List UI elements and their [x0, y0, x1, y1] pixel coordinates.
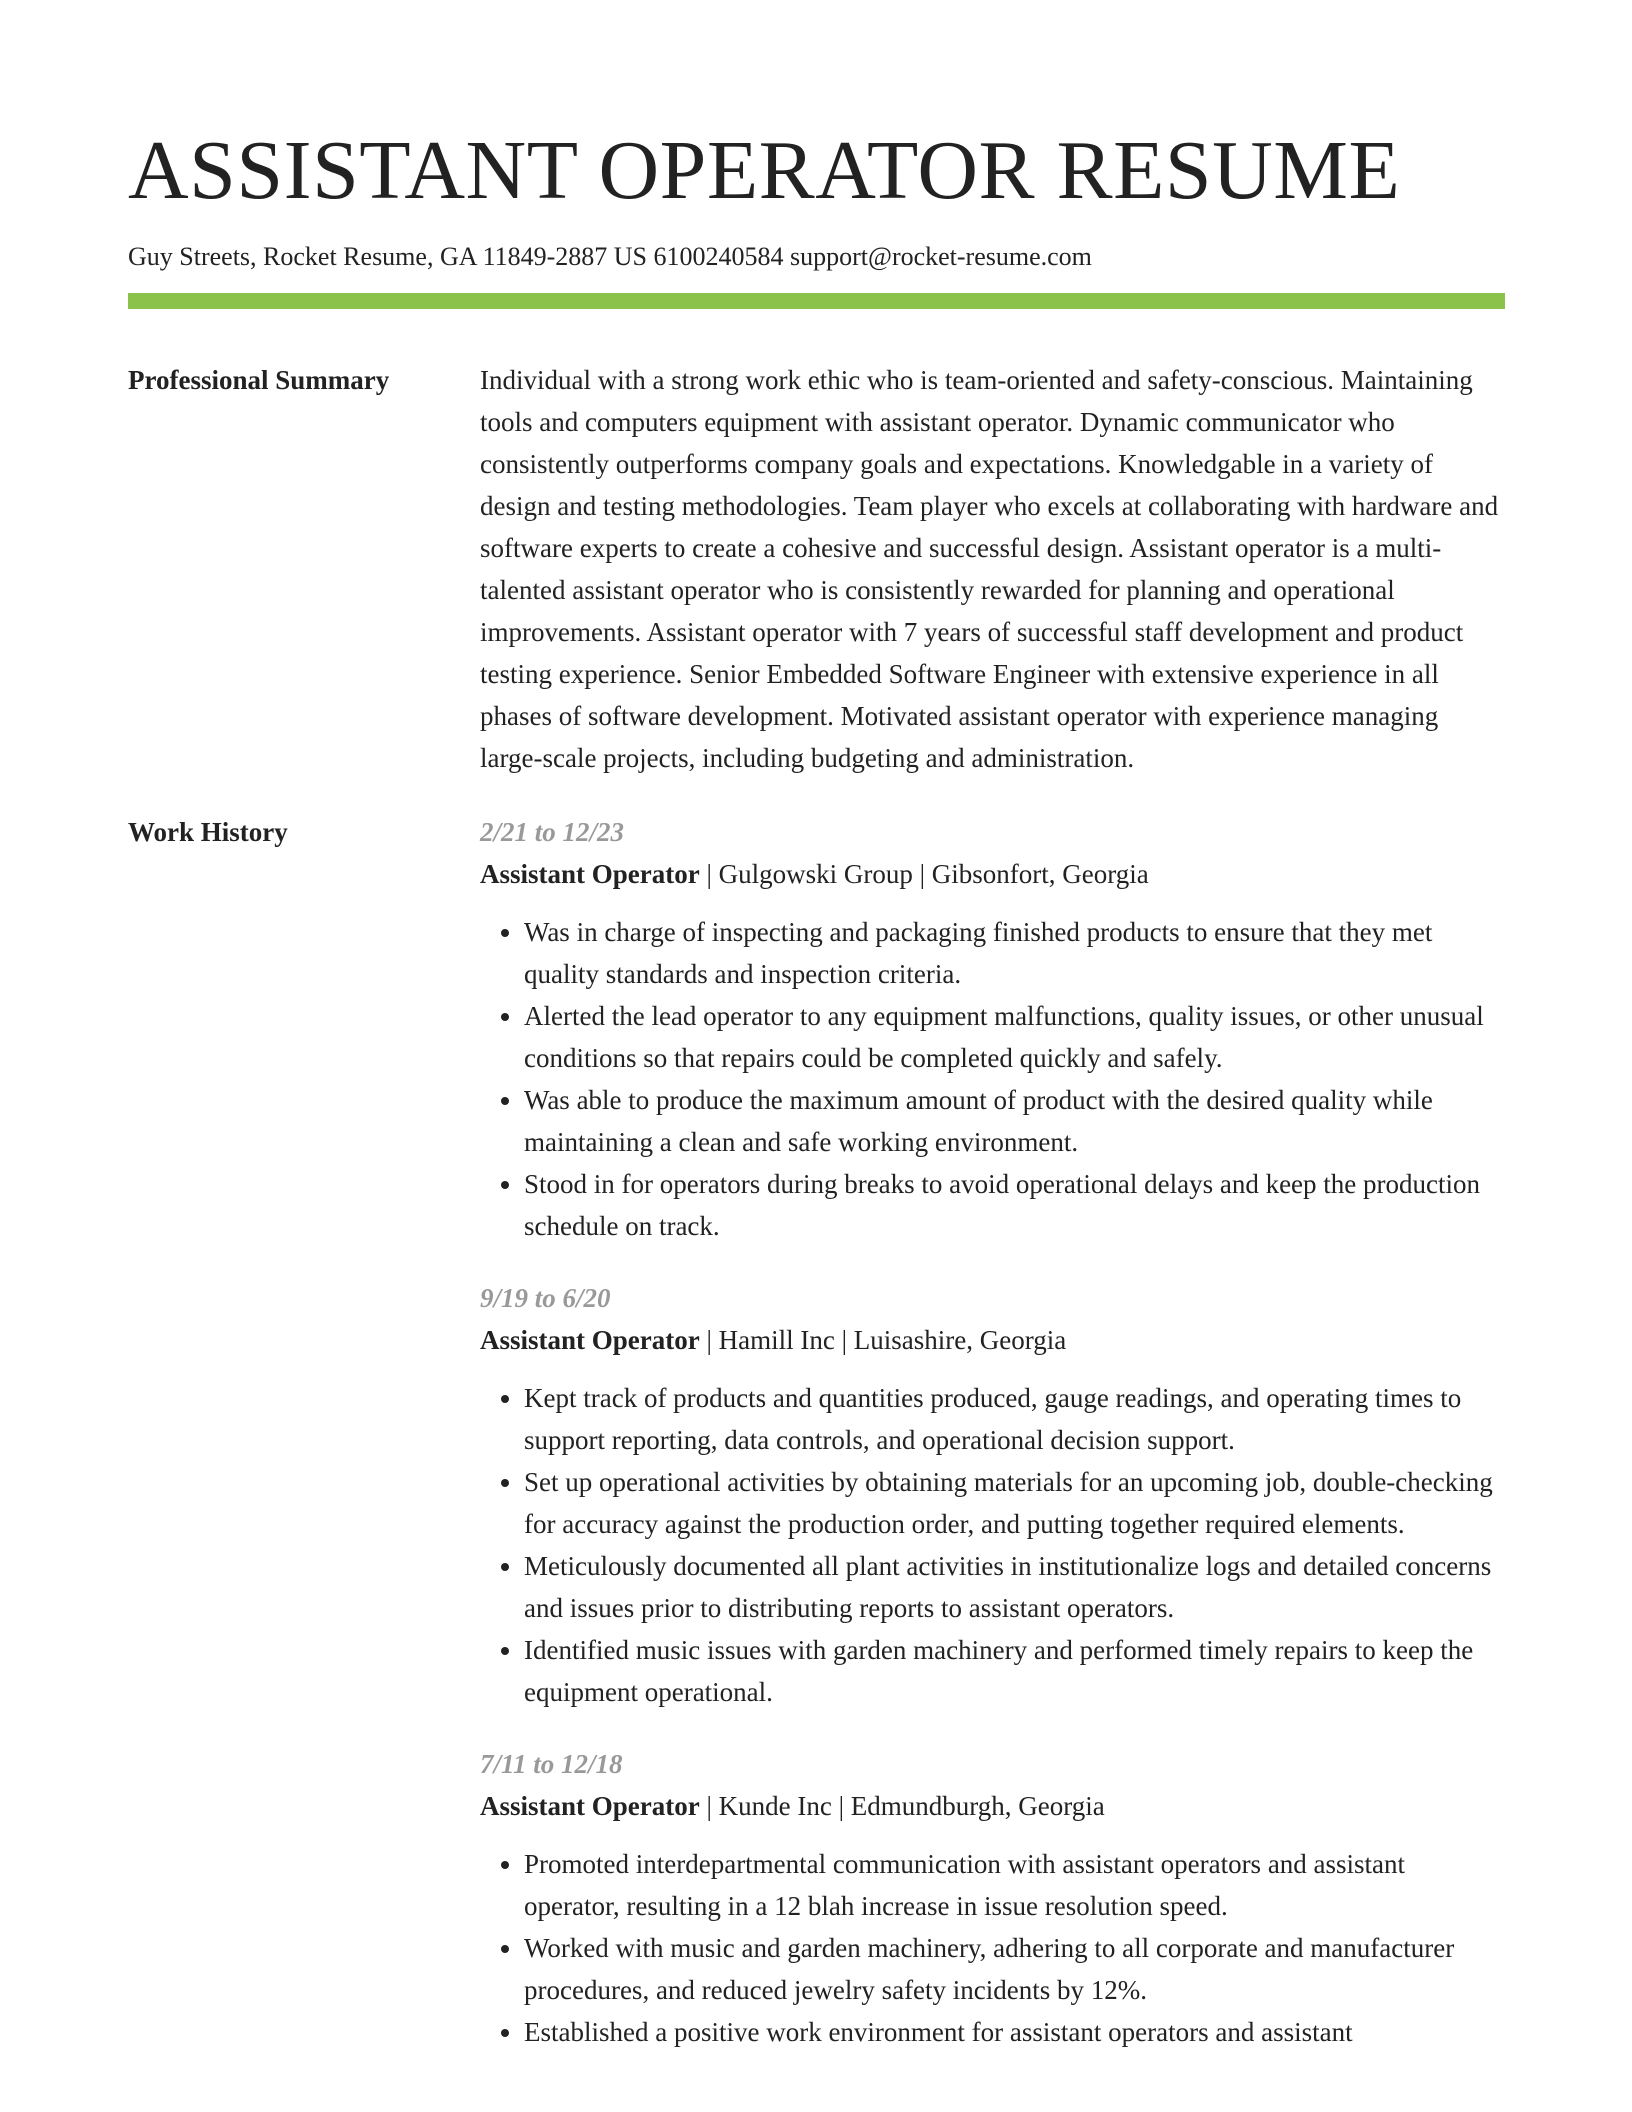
summary-text: Individual with a strong work ethic who is team-oriented and safety-conscious. Maintaining tools and computers equipment with assistant operator. Dynamic communicator who consistently outperforms company goals and expectations. Knowledgable in a variety of design and testing methodologies. Team player who excels at collaborating with hardware and software experts to create a cohesive and successful design. Assistant operator is a multi-talented assistant operator who is consistently rewarded for planning and operational improvements. Assistant operator with 7 years of successful staff development and product testing experience. Senior Embedded Software Engineer with extensive experience in all phases of software development. Motivated assistant operator with experience managing large-scale projects, including budgeting and administration.	[480, 365, 1499, 773]
resume-page	[128, 0, 1505, 2083]
job-bullet: • Alerted the lead operator to any equipment malfunctions, quality issues, or other unusual conditions so that repairs could be completed quickly and safely.	[524, 995, 1505, 1079]
job-dates: 9/19 to 6/20	[480, 1283, 611, 1313]
job-bullet: • Worked with music and garden machinery, adhering to all corporate and manufacturer procedures, and reduced jewelry safety incidents by 12%.	[524, 1927, 1505, 2011]
job-title: Assistant Operator	[480, 859, 700, 889]
job-dates: 7/11 to 12/18	[480, 1749, 623, 1779]
job-heading	[480, 853, 1505, 895]
job-company-location: | Hamill Inc | Luisashire, Georgia	[699, 1325, 1067, 1355]
job-entry	[480, 1743, 1505, 2053]
resume-title: ASSISTANT OPERATOR RESUME	[128, 124, 1401, 217]
work-history-section	[128, 811, 1505, 2053]
job-bullet: • Stood in for operators during breaks to avoid operational delays and keep the production schedule on track.	[524, 1163, 1505, 1247]
job-bullet: • Kept track of products and quantities produced, gauge readings, and operating times to support reporting, data controls, and operational decision support.	[524, 1377, 1505, 1461]
job-entry	[480, 1277, 1505, 1713]
job-bullets	[480, 1377, 1505, 1713]
job-bullet: • Meticulously documented all plant activities in institutionalize logs and detailed concerns and issues prior to distributing reports to assistant operators.	[524, 1545, 1505, 1629]
job-bullet: • Set up operational activities by obtaining materials for an upcoming job, double-checking for accuracy against the production order, and putting together required elements.	[524, 1461, 1505, 1545]
job-entry	[480, 811, 1505, 1247]
contact-info: Guy Streets, Rocket Resume, GA 11849-2887 US 6100240584 support@rocket-resume.com	[128, 242, 1092, 271]
job-bullet: • Promoted interdepartmental communication with assistant operators and assistant operator, resulting in a 12 blah increase in issue resolution speed.	[524, 1843, 1505, 1927]
job-title: Assistant Operator	[480, 1791, 700, 1821]
job-company-location: | Kunde Inc | Edmundburgh, Georgia	[699, 1791, 1105, 1821]
section-label-work-history: Work History	[128, 817, 288, 847]
job-dates: 2/21 to 12/23	[480, 817, 625, 847]
accent-divider	[128, 293, 1505, 309]
job-company-location: | Gulgowski Group | Gibsonfort, Georgia	[699, 859, 1149, 889]
job-bullets	[480, 1843, 1505, 2053]
job-heading	[480, 1785, 1505, 1827]
job-bullets	[480, 911, 1505, 1247]
job-bullet: • Identified music issues with garden machinery and performed timely repairs to keep the equipment operational.	[524, 1629, 1505, 1713]
section-label-professional-summary: Professional Summary	[128, 365, 390, 395]
professional-summary-section	[128, 359, 1505, 779]
job-heading	[480, 1319, 1505, 1361]
job-bullet: • Was able to produce the maximum amount of product with the desired quality while maintaining a clean and safe working environment.	[524, 1079, 1505, 1163]
job-bullet: • Established a positive work environment for assistant operators and assistant	[524, 2011, 1505, 2053]
job-title: Assistant Operator	[480, 1325, 700, 1355]
job-bullet: • Was in charge of inspecting and packaging finished products to ensure that they met quality standards and inspection criteria.	[524, 911, 1505, 995]
